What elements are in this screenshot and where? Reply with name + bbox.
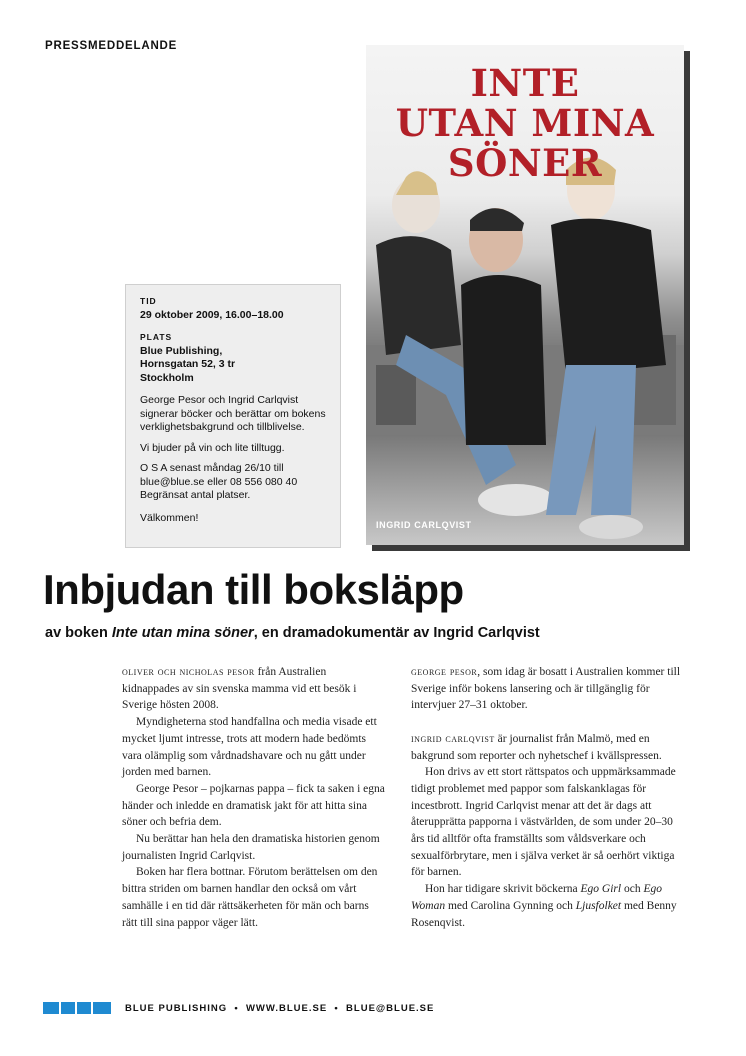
lead-rest: från Australien kidnappades av sin svenska mamma vid ett besök i Sverige hösten 2008.: [122, 666, 357, 712]
footer-contact: BLUE PUBLISHING • WWW.BLUE.SE • BLUE@BLUE.SE: [125, 1002, 435, 1014]
body-paragraph: Myndigheterna stod handfallna och media visade ett mycket ljumt intresse, trots att modern hade bedömts vara olämplig som vårdnadshavare och nu gått under jorden med barnen.: [122, 716, 377, 779]
body-paragraph: Nu berättar han hela den dramatiska historien genom journalisten Ingrid Carlqvist.: [122, 833, 380, 862]
place-line: Hornsgatan 52, 3 tr: [140, 358, 236, 370]
cover-title-line: INTE: [470, 61, 580, 105]
body-paragraph: [411, 731, 681, 764]
left-column: [122, 664, 386, 931]
subhead-prefix: av boken: [45, 625, 112, 641]
right-column: [411, 664, 681, 931]
body-paragraph: [122, 664, 386, 714]
paragraph-text: , som idag är bosatt i Australien kommer till Sverige inför bokens lansering och är tillgänglig för intervjuer 27–31 oktober.: [411, 666, 681, 712]
cover-title-line: SÖNER: [447, 141, 603, 185]
book-title: Ego Girl: [580, 883, 622, 896]
osa-line: blue@blue.se eller 08 556 080 40: [140, 475, 298, 488]
body-paragraph: [411, 664, 681, 714]
subheadline: [45, 625, 540, 641]
subhead-book-title: Inte utan mina söner: [111, 625, 254, 641]
lead-smallcaps: ingrid carlqvist: [411, 732, 495, 745]
welcome-text: Välkommen!: [140, 511, 199, 524]
cover-title-line: UTAN MINA: [395, 101, 655, 145]
cover-author: INGRID CARLQVIST: [376, 520, 472, 530]
body-paragraph: George Pesor – pojkarnas pappa – fick ta saken i egna händer och inledde en dramatisk jakt för att hitta sina söner och befria dem.: [122, 782, 385, 829]
place-label: PLATS: [140, 332, 173, 342]
place-line: Blue Publishing,: [140, 344, 223, 357]
body-paragraph: Hon har tidigare skrivit böckerna Ego Girl och Ego Woman med Carolina Gynning och Ljusfolket med Benny Rosenqvist.: [411, 883, 677, 929]
book-title: Ego Woman: [411, 883, 662, 912]
footer: [43, 1002, 434, 1014]
paragraph-text: är journalist från Malmö, med en bakgrund som reporter och nyhetschef i kvällspressen.: [411, 732, 662, 762]
subhead-suffix: , en dramadokumentär av Ingrid Carlqvist: [253, 625, 540, 641]
lead-smallcaps: oliver och nicholas pesor: [122, 666, 255, 678]
press-release-label: PRESSMEDDELANDE: [45, 40, 178, 52]
place-line: Stockholm: [140, 371, 194, 384]
book-title: Ljusfolket: [575, 899, 622, 912]
lead-smallcaps: george pesor: [411, 666, 478, 678]
body-paragraph: Hon drivs av ett stort rättspatos och uppmärksammade tidigt problemet med pappor som falskanklagas för incestbrott. Ingrid Carlqvist menar att det är dags att återupprätta papporna i västvärlden, de som under 20–30 års tid alltför ofta framställts som våldsverkare och sexualförbrytare, men i själva verket är så oerhört viktiga för barnen.: [411, 766, 676, 879]
info-paragraph: George Pesor och Ingrid Carlqvist signerar böcker och berättar om bokens verklighetsbakgrund och tillblivelse.: [140, 394, 326, 433]
osa-line: O S A senast måndag 26/10 till: [140, 462, 284, 474]
time-label: TID: [140, 296, 157, 306]
osa-line: Begränsat antal platser.: [140, 489, 251, 501]
headline: Inbjudan till boksläpp: [43, 566, 464, 613]
info-paragraph: Vi bjuder på vin och lite tilltugg.: [140, 441, 285, 454]
time-value: 29 oktober 2009, 16.00–18.00: [140, 308, 284, 321]
book-cover: [366, 45, 684, 545]
cover-title: [366, 63, 684, 183]
blue-logo-icon: [43, 1002, 111, 1014]
event-info-box: [125, 284, 341, 548]
body-paragraph: Boken har flera bottnar. Förutom berättelsen om den bittra striden om barnen handlar den också om vårt samhälle i en tid där rättsäkerheten för män och barns rätt till sina pappor väger lätt.: [122, 866, 378, 929]
